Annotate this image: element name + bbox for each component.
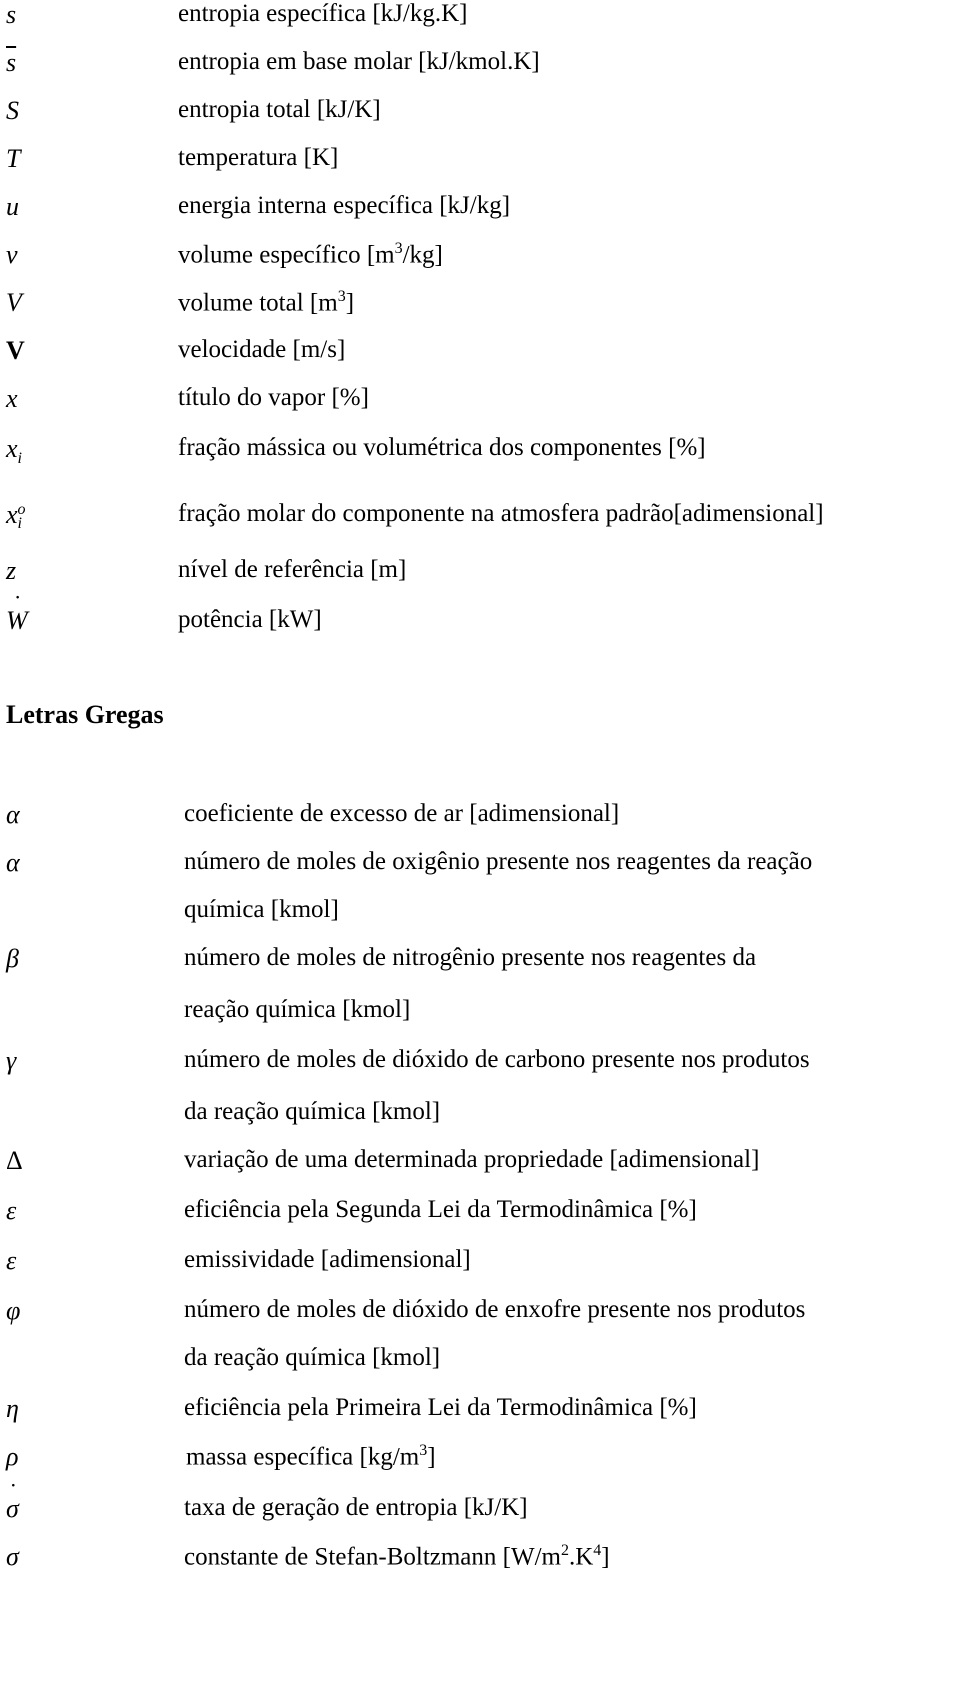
greek-description: constante de Stefan-Boltzmann $[W/m^2.K^4]$ (184, 1542, 610, 1571)
greek-row-cont (0, 896, 960, 936)
symbol-description: fração molar do componente na atmosfera padrão[adimensional] (178, 500, 824, 527)
greek-description: número de moles de oxigênio presente nos reagentes da reação (184, 848, 813, 875)
symbol-overbar: $\overline{s}$ (6, 48, 17, 77)
symbol: V (6, 288, 22, 317)
symbol-row (0, 434, 960, 474)
symbol: x (6, 384, 18, 413)
greek-symbol: γ (6, 1046, 17, 1075)
symbol: s (6, 0, 17, 29)
symbol-description: volume total $[m^3]$ (178, 288, 355, 317)
greek-description: número de moles de dióxido de enxofre presente nos produtos (184, 1296, 806, 1323)
symbol-description: título do vapor [%] (178, 384, 369, 411)
symbol-row (0, 384, 960, 424)
symbol: z (6, 556, 17, 585)
symbol-description: nível de referência [m] (178, 556, 407, 583)
symbol: $x_i$ (6, 434, 22, 468)
symbol-row (0, 500, 960, 540)
symbol: S (6, 96, 19, 125)
greek-description: coeficiente de excesso de ar [adimensional] (184, 800, 620, 827)
greek-symbol: α (6, 800, 20, 829)
greek-row (0, 848, 960, 888)
greek-description-cont: da reação química [kmol] (184, 1098, 441, 1125)
greek-symbol: α (6, 848, 20, 877)
symbol-row (0, 0, 960, 40)
greek-symbol: η (6, 1394, 19, 1423)
symbol-dot: ˙ W (6, 606, 28, 636)
symbol-row (0, 144, 960, 184)
symbol: v (6, 240, 18, 269)
greek-description: eficiência pela Segunda Lei da Termodinâmica [%] (184, 1196, 697, 1223)
greek-row (0, 1246, 960, 1286)
symbol-row (0, 606, 960, 646)
greek-row (0, 944, 960, 984)
greek-row (0, 1494, 960, 1534)
greek-description-cont: química [kmol] (184, 896, 339, 923)
symbol-description: energia interna específica [kJ/kg] (178, 192, 511, 219)
greek-row (0, 800, 960, 840)
symbol: u (6, 192, 19, 221)
greek-row (0, 1394, 960, 1434)
greek-symbol: ρ (6, 1442, 19, 1471)
symbol-row (0, 96, 960, 136)
greek-description: massa específica $[kg/m^3]$ (186, 1442, 436, 1471)
greek-description-cont: reação química [kmol] (184, 996, 411, 1023)
greek-row (0, 1542, 960, 1582)
greek-symbol: Δ (6, 1146, 23, 1175)
greek-symbol-dot: ˙ σ (6, 1494, 19, 1524)
symbol: T (6, 144, 21, 173)
greek-description: número de moles de dióxido de carbono presente nos produtos (184, 1046, 810, 1073)
symbol-row (0, 240, 960, 280)
greek-row-cont (0, 1344, 960, 1384)
symbol-description: potência [kW] (178, 606, 322, 633)
symbol-row (0, 192, 960, 232)
greek-symbol: β (6, 944, 19, 973)
greek-description: variação de uma determinada propriedade [adimensional] (184, 1146, 760, 1173)
symbol-row (0, 288, 960, 328)
symbol-description: entropia em base molar [kJ/kmol.K] (178, 48, 540, 75)
symbol-description: temperatura [K] (178, 144, 339, 171)
symbol-description: fração mássica ou volumétrica dos componentes [%] (178, 434, 706, 461)
greek-symbol: σ (6, 1542, 19, 1571)
greek-row-cont (0, 996, 960, 1036)
greek-symbol: φ (6, 1296, 21, 1325)
greek-row (0, 1146, 960, 1186)
greek-symbol: ε (6, 1196, 17, 1225)
symbol-description: volume específico $[m^3/kg]$ (178, 240, 443, 269)
section-heading: Letras Gregas (6, 700, 164, 729)
symbol-row (0, 336, 960, 376)
greek-row (0, 1296, 960, 1336)
symbol-description: velocidade [m/s] (178, 336, 346, 363)
greek-description-cont: da reação química [kmol] (184, 1344, 441, 1371)
symbol-row (0, 48, 960, 88)
symbol-row (0, 556, 960, 596)
symbol-bold: V (6, 336, 25, 365)
greek-row (0, 1442, 960, 1482)
greek-symbol: ε (6, 1246, 17, 1275)
symbol: x o i (6, 500, 26, 533)
greek-description: número de moles de nitrogênio presente nos reagentes da (184, 944, 757, 971)
symbol-description: entropia total [kJ/K] (178, 96, 381, 123)
greek-description: eficiência pela Primeira Lei da Termodinâmica [%] (184, 1394, 697, 1421)
greek-row (0, 1196, 960, 1236)
symbol-description: entropia específica [kJ/kg.K] (178, 0, 468, 27)
greek-description: emissividade [adimensional] (184, 1246, 471, 1273)
greek-row (0, 1046, 960, 1086)
greek-row-cont (0, 1098, 960, 1138)
greek-description: taxa de geração de entropia [kJ/K] (184, 1494, 528, 1521)
